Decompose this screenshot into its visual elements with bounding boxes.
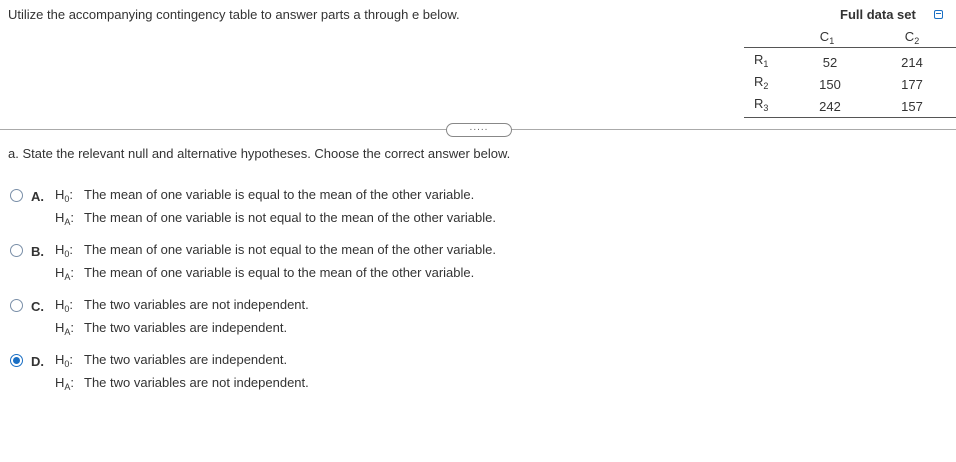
cell-r2-c1: 150	[819, 77, 841, 92]
cell-r3-c1: 242	[819, 99, 841, 114]
ha-label: $H_A$:	[55, 210, 75, 227]
alt-hypothesis-b: $H_A$: The mean of one variable is equal to the mean of the other variable.	[55, 265, 475, 282]
alt-hypothesis-d: $H_A$: The two variables are not independent.	[55, 375, 309, 392]
radio-button-a[interactable]	[10, 189, 23, 202]
data-table-title: Full data set	[840, 7, 916, 22]
cell-r1-c1: 52	[822, 55, 838, 70]
option-letter-b: B.	[31, 244, 44, 259]
null-hypothesis-b: $H_0$: The mean of one variable is not equal to the mean of the other variable.	[55, 242, 496, 259]
col-header-c1: $C_1$	[819, 29, 835, 46]
null-hypothesis-c: $H_0$: The two variables are not independent.	[55, 297, 309, 314]
alt-hypothesis-c: $H_A$: The two variables are independent.	[55, 320, 288, 337]
h0-label: $H_0$:	[55, 187, 74, 204]
question-text: a. State the relevant null and alternative hypotheses. Choose the correct answer below.	[8, 146, 511, 161]
cell-r3-c2: 157	[901, 99, 923, 114]
row-header-r1: $R_1$	[754, 52, 769, 69]
table-bottom-rule	[744, 117, 956, 118]
alt-hypothesis-a: $H_A$: The mean of one variable is not equal to the mean of the other variable.	[55, 210, 496, 227]
ha-label: $H_A$:	[55, 320, 75, 337]
ha-label: $H_A$:	[55, 265, 75, 282]
expand-more-button[interactable]: .....	[446, 123, 512, 137]
option-letter-c: C.	[31, 299, 44, 314]
radio-button-c[interactable]	[10, 299, 23, 312]
option-letter-d: D.	[31, 354, 44, 369]
ha-label: $H_A$:	[55, 375, 75, 392]
radio-button-b[interactable]	[10, 244, 23, 257]
h0-label: $H_0$:	[55, 242, 74, 259]
cell-r2-c2: 177	[901, 77, 923, 92]
null-hypothesis-d: $H_0$: The two variables are independent.	[55, 352, 288, 369]
cell-r1-c2: 214	[901, 55, 923, 70]
row-header-r3: $R_3$	[754, 96, 769, 113]
data-set-icon[interactable]	[934, 10, 943, 19]
radio-button-d-selected[interactable]	[10, 354, 23, 367]
intro-text: Utilize the accompanying contingency table to answer parts a through e below.	[8, 7, 460, 22]
h0-label: $H_0$:	[55, 297, 74, 314]
null-hypothesis-a: $H_0$: The mean of one variable is equal to the mean of the other variable.	[55, 187, 475, 204]
table-top-rule	[744, 47, 956, 48]
row-header-r2: $R_2$	[754, 74, 769, 91]
h0-label: $H_0$:	[55, 352, 74, 369]
col-header-c2: $C_2$	[904, 29, 920, 46]
option-letter-a: A.	[31, 189, 44, 204]
